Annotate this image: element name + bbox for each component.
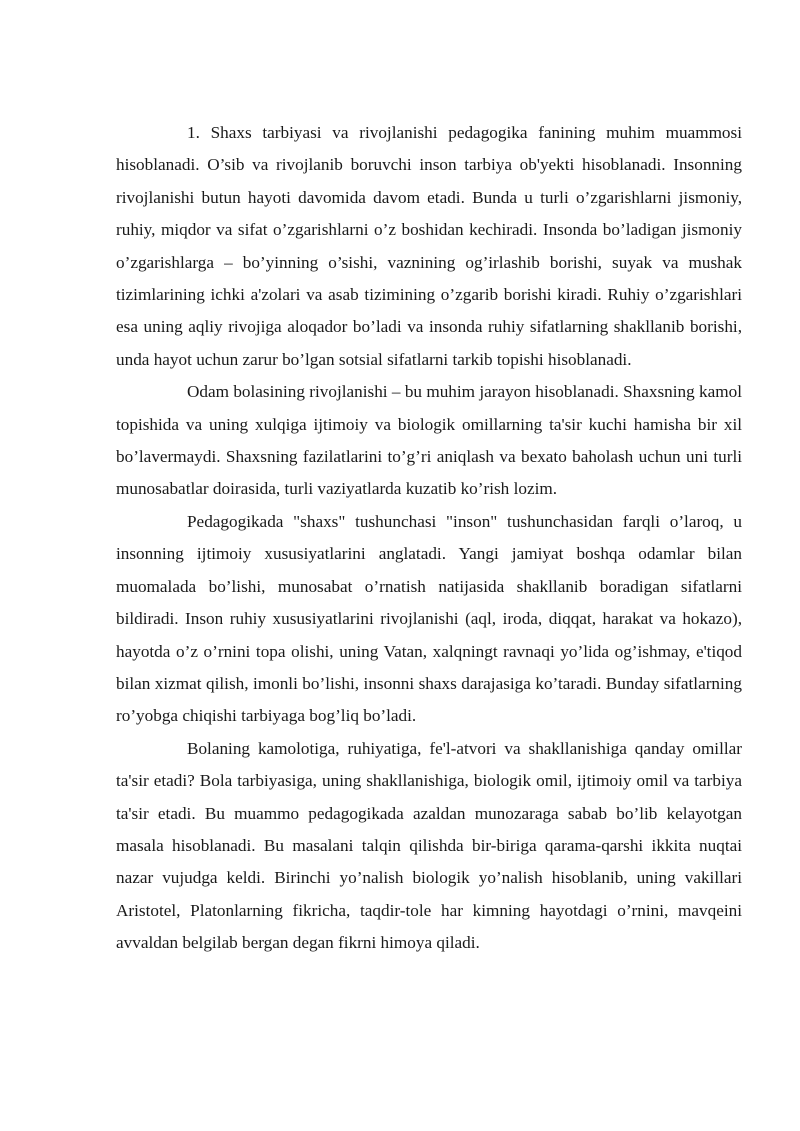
paragraph-2: Odam bolasining rivojlanishi – bu muhim jarayon hisoblanadi. Shaxsning kamol topishida va uning xulqiga ijtimoiy va biologik omillarning ta'sir kuchi hamisha bir xil bo’lavermaydi. Shaxsning fazilatlarini to’g’ri aniqlash va bexato baholash uchun uni turli munosabatlar doirasida, turli vaziyatlarda kuzatib ko’rish lozim. — [116, 382, 742, 499]
paragraph-4: Bolaning kamolotiga, ruhiyatiga, fe'l-atvori va shakllanishiga qanday omillar ta'sir etadi? Bola tarbiyasiga, uning shakllanishiga, biologik omil, ijtimoiy omil va tarbiya ta'sir etadi. Bu muammo pedagogikada azaldan munozaraga sabab bo’lib kelayotgan masala hisoblanadi. Bu masalani talqin qilishda bir-biriga qarama-qarshi ikkita nuqtai nazar vujudga keldi. Birinchi yo’nalish biologik yo’nalish hisoblanib, uning vakillari Aristotel, Platonlarning fikricha, taqdir-tole har kimning hayotdagi o’rnini, mavqeini avvaldan belgilab bergan degan fikrni himoya qiladi. — [116, 738, 742, 953]
paragraph-3: Pedagogikada "shaxs" tushunchasi "inson" tushunchasidan farqli o’laroq, u insonning ijtimoiy xususiyatlarini anglatadi. Yangi jamiyat boshqa odamlar bilan muomalada bo’lishi, munosabat o’rnatish natijasida shakllanib boradigan sifatlarni bildiradi. Inson ruhiy xususiyatlarini rivojlanishi (aql, iroda, diqqat, harakat va hokazo), hayotda o’z o’rnini topa olishi, uning Vatan, xalqningt ravnaqi yo’lida og’ishmay, e'tiqod bilan xizmat qilish, imonli bo’lishi, insonni shaxs darajasiga ko’taradi. Bunday sifatlarning ro’yobga chiqishi tarbiyaga bog’liq bo’ladi. — [116, 511, 742, 726]
paragraph-1: 1. Shaxs tarbiyasi va rivojlanishi pedagogika fanining muhim muammosi hisoblanadi. O’sib va rivojlanib boruvchi inson tarbiya ob'yekti hisoblanadi. Insonning rivojlanishi butun hayoti davomida davom etadi. Bunda u turli o’zgarishlarni jismoniy, ruhiy, miqdor va sifat o’zgarishlarni o’z boshidan kechiradi. Insonda bo’ladigan jismoniy o’zgarishlarga – bo’yinning o’sishi, vaznining og’irlashib borishi, suyak va mushak tizimlarining ichki a'zolari va asab tizimining o’zgarib borishi kiradi. Ruhiy o’zgarishlari esa uning aqliy rivojiga aloqador bo’ladi va insonda ruhiy sifatlarning shakllanib borishi, unda hayot uchun zarur bo’lgan sotsial sifatlarni tarkib topishi hisoblanadi. — [116, 123, 742, 369]
document-body — [116, 117, 742, 960]
